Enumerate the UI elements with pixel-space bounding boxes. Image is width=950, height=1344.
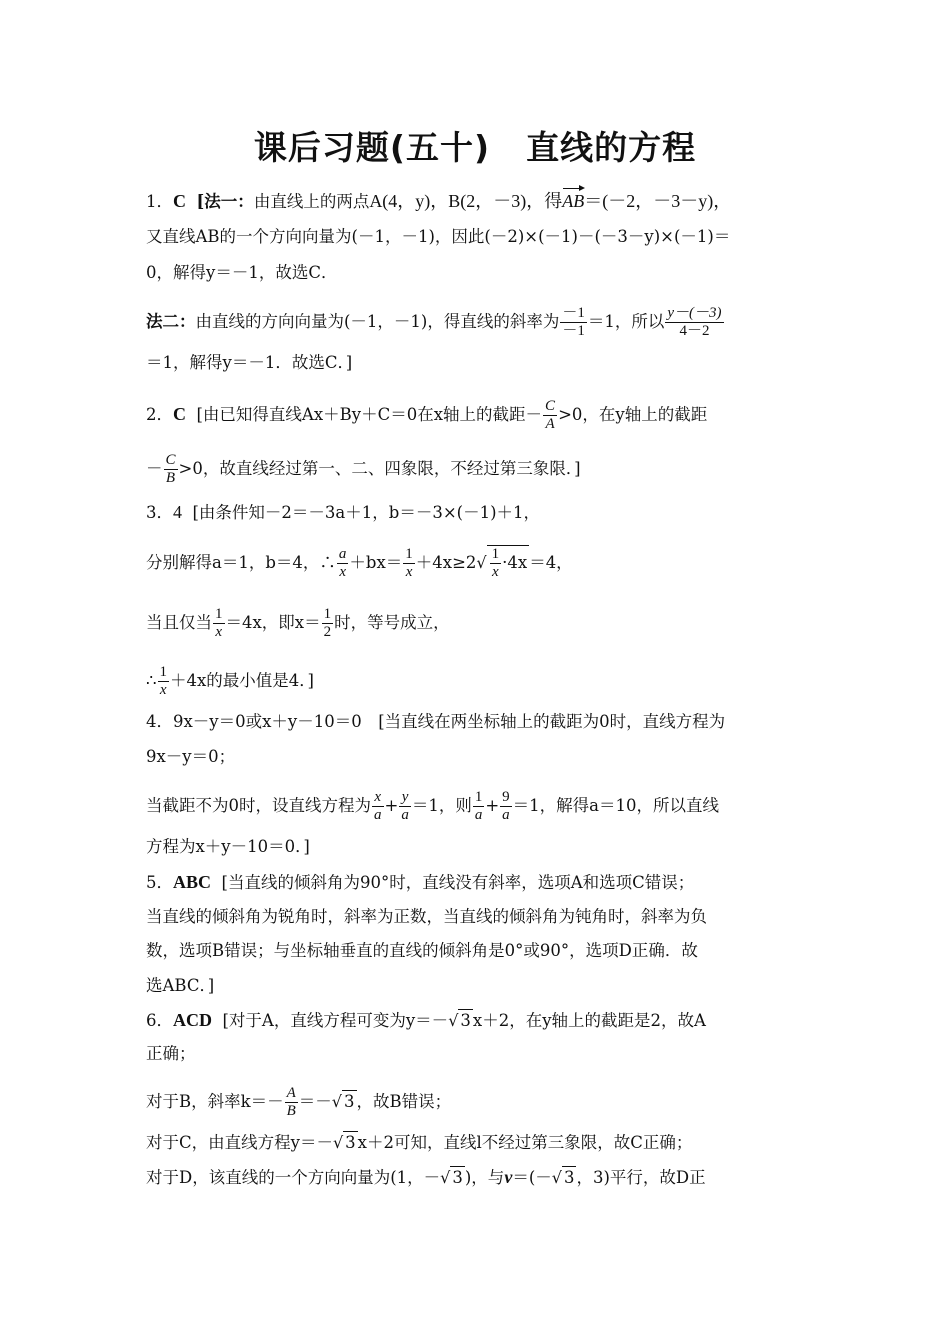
- fraction: [213, 606, 225, 641]
- denominator: x: [492, 564, 499, 580]
- q4-line-4: 方程为x＋y－10＝0．]: [146, 837, 310, 856]
- denominator: a: [374, 807, 382, 823]
- q5-line-1: [146, 871, 806, 894]
- q2-text: [由已知得直线Ax＋By＋C＝0在x轴上的截距－: [196, 405, 543, 424]
- page-title: [0, 122, 950, 169]
- fraction: [543, 398, 557, 433]
- q6-line-1: [146, 1009, 806, 1032]
- sqrt-icon: √: [332, 1133, 344, 1152]
- q4-line-2: 9x－y＝0；: [146, 747, 236, 766]
- numerator: 1: [215, 606, 223, 622]
- fraction: [285, 1085, 298, 1120]
- q6-text: [对于A，直线方程可变为y＝－: [222, 1011, 449, 1030]
- q6-answer: ACD: [173, 1010, 212, 1030]
- fraction: [372, 789, 384, 824]
- q1-line-2: 又直线AB的一个方向向量为(－1，－1)，因此(－2)×(－1)－(－3－y)×(－1)＝: [146, 227, 731, 246]
- q3-line-1: [146, 501, 806, 524]
- q1-line-4: [146, 305, 806, 340]
- fraction: [399, 789, 411, 824]
- q1-method-2-label: 法二：: [146, 312, 196, 331]
- q2-text: －: [146, 459, 163, 478]
- q5-line-2: 当直线的倾斜角为锐角时，斜率为正数，当直线的倾斜角为钝角时，斜率为负: [146, 907, 707, 926]
- q5-text: [当直线的倾斜角为90°时，直线没有斜率，选项A和选项C错误；: [221, 873, 695, 892]
- q3-line-4: [146, 664, 806, 699]
- numerator: 1: [405, 546, 413, 562]
- q6-line-3: [146, 1085, 806, 1120]
- fraction: [473, 789, 485, 824]
- fraction: [164, 452, 178, 487]
- denominator: a: [401, 807, 409, 823]
- fraction: [490, 546, 502, 581]
- q6-line-5: [146, 1166, 806, 1189]
- q1-line-3: 0，解得y＝－1，故选C．: [146, 263, 338, 282]
- q6-text: ，故B错误；: [356, 1092, 452, 1111]
- q4-line-1: [146, 711, 806, 733]
- numerator: 1: [491, 546, 500, 562]
- q3-text: ＋4x≥2: [415, 553, 477, 572]
- q3-answer: 4: [173, 502, 182, 522]
- numerator: 1: [159, 664, 167, 680]
- fraction: [500, 789, 512, 824]
- q3-number: 3．: [146, 503, 173, 522]
- numerator: x: [372, 789, 384, 807]
- q2-line-1: [146, 398, 806, 433]
- q6-number: 6．: [146, 1011, 173, 1030]
- numerator: A: [286, 1085, 296, 1101]
- denominator: 2: [323, 624, 332, 640]
- numerator: 1: [474, 789, 483, 805]
- q3-text: 时，等号成立，: [334, 613, 450, 632]
- q4-number: 4．: [146, 712, 173, 731]
- numerator: 9: [502, 789, 510, 805]
- numerator: C: [545, 398, 556, 414]
- q1-text: 由直线上的两点: [253, 192, 370, 211]
- sqrt-body: [487, 545, 530, 581]
- q1-method-1-label: [法一：: [196, 192, 254, 211]
- q1-vector-value: ＝(－2，－3－y)，: [584, 191, 732, 211]
- q1-line-1: [146, 190, 806, 213]
- q1-method-2-text: 由直线的方向向量为(－1，－1)，得直线的斜率为: [195, 312, 560, 331]
- fraction: [158, 664, 170, 699]
- title-sub: 直线的方程: [526, 128, 697, 167]
- q4-text: 当截距不为0时，设直线方程为: [146, 796, 371, 815]
- sqrt-body: 3: [460, 1011, 471, 1030]
- denominator: B: [286, 1103, 296, 1119]
- sqrt-icon: √: [448, 1011, 459, 1030]
- q6-text: ＝－: [298, 1092, 332, 1111]
- denominator: x: [339, 564, 346, 580]
- denominator: x: [215, 624, 223, 640]
- fraction: [560, 305, 587, 340]
- q1-text: ＝1，所以: [587, 312, 665, 331]
- q2-text: >0，在y轴上的截距: [558, 405, 708, 424]
- q1-answer: C: [173, 191, 186, 211]
- q2-text: >0，故直线经过第一、二、四象限，不经过第三象限．]: [178, 459, 581, 478]
- q6-text: x＋2，在y轴上的截距是2，故A: [472, 1011, 706, 1030]
- q2-number: 2．: [146, 405, 173, 424]
- q5-number: 5．: [146, 873, 173, 892]
- plus-sign: +: [384, 796, 399, 815]
- denominator: x: [159, 682, 167, 698]
- q3-line-2: [146, 545, 806, 581]
- q3-text: ＝4x，即x＝: [225, 613, 321, 632]
- title-main: 课后习题(五十): [253, 128, 491, 167]
- q3-text: ·4x: [502, 553, 528, 572]
- plus-sign: +: [485, 796, 500, 815]
- q3-text: 当且仅当: [146, 613, 212, 632]
- q6-text: ＝(－: [512, 1168, 552, 1187]
- q3-text: ∴: [146, 671, 157, 690]
- q1-line-5: ＝1，解得y＝－1．故选C．]: [146, 353, 353, 372]
- q6-text: x＋2可知，直线l不经过第三象限，故C正确；: [357, 1133, 693, 1152]
- denominator: x: [405, 564, 413, 580]
- q3-text: ＋4x的最小值是4．]: [170, 671, 314, 690]
- q3-text: [由条件知－2＝－3a＋1，b＝－3×(－1)＋1，: [192, 503, 541, 522]
- denominator: A: [545, 416, 555, 432]
- q3-text: ＋bx＝: [349, 553, 403, 572]
- numerator: y－(－3): [667, 305, 722, 321]
- numerator: a: [338, 546, 347, 562]
- q6-text: )，与: [464, 1168, 505, 1187]
- numerator: y: [399, 789, 411, 807]
- q5-answer: ABC: [173, 872, 212, 892]
- q6-text: 对于B，斜率k＝－: [146, 1092, 284, 1111]
- sqrt-body: 3: [563, 1168, 575, 1187]
- sqrt-body: 3: [345, 1133, 356, 1152]
- q3-line-3: [146, 606, 806, 641]
- vector-ab: AB: [562, 191, 585, 211]
- sqrt-body: 3: [344, 1092, 355, 1111]
- numerator: C: [165, 452, 176, 468]
- q4-text: ＝1，则: [411, 796, 472, 815]
- q5-line-4: 选ABC．]: [146, 976, 215, 995]
- q1-points: A(4，y)，B(2，－3)，得: [369, 191, 563, 211]
- q4-text: 9x－y＝0或x＋y－10＝0 [当直线在两坐标轴上的截距为0时，直线方程为: [173, 712, 726, 731]
- q2-line-2: [146, 452, 806, 487]
- sqrt-icon: √: [440, 1168, 451, 1187]
- q3-text: ＝4，: [529, 553, 573, 572]
- denominator: －1: [562, 323, 585, 339]
- q3-text: 分别解得a＝1，b＝4，∴: [146, 553, 336, 572]
- vector-v: v: [504, 1167, 513, 1187]
- q6-line-2: 正确；: [146, 1044, 196, 1063]
- sqrt-icon: √: [476, 553, 487, 572]
- q6-line-4: [146, 1131, 806, 1154]
- denominator: a: [474, 807, 483, 823]
- fraction: [322, 606, 334, 641]
- q5-line-3: 数，选项B错误；与坐标轴垂直的直线的倾斜角是0°或90°，选项D正确．故: [146, 941, 698, 960]
- fraction: [665, 305, 723, 340]
- fraction: [403, 546, 415, 581]
- q4-line-3: [146, 789, 806, 824]
- numerator: 1: [323, 606, 332, 622]
- q6-text: 对于C，由直线方程y＝－: [146, 1133, 333, 1152]
- fraction: [337, 546, 349, 581]
- sqrt-icon: √: [331, 1092, 342, 1111]
- denominator: a: [502, 807, 510, 823]
- q4-text: ＝1，解得a＝10，所以直线: [512, 796, 719, 815]
- q6-text: 对于D，该直线的一个方向向量为(1，－: [146, 1168, 441, 1187]
- q1-number: 1．: [146, 192, 173, 211]
- q2-answer: C: [173, 404, 186, 424]
- numerator: －1: [562, 305, 585, 321]
- denominator: B: [165, 470, 176, 486]
- denominator: 4－2: [679, 323, 710, 339]
- q6-text: ，3)平行，故D正: [576, 1168, 706, 1187]
- sqrt-icon: √: [551, 1168, 562, 1187]
- sqrt-body: 3: [452, 1168, 463, 1187]
